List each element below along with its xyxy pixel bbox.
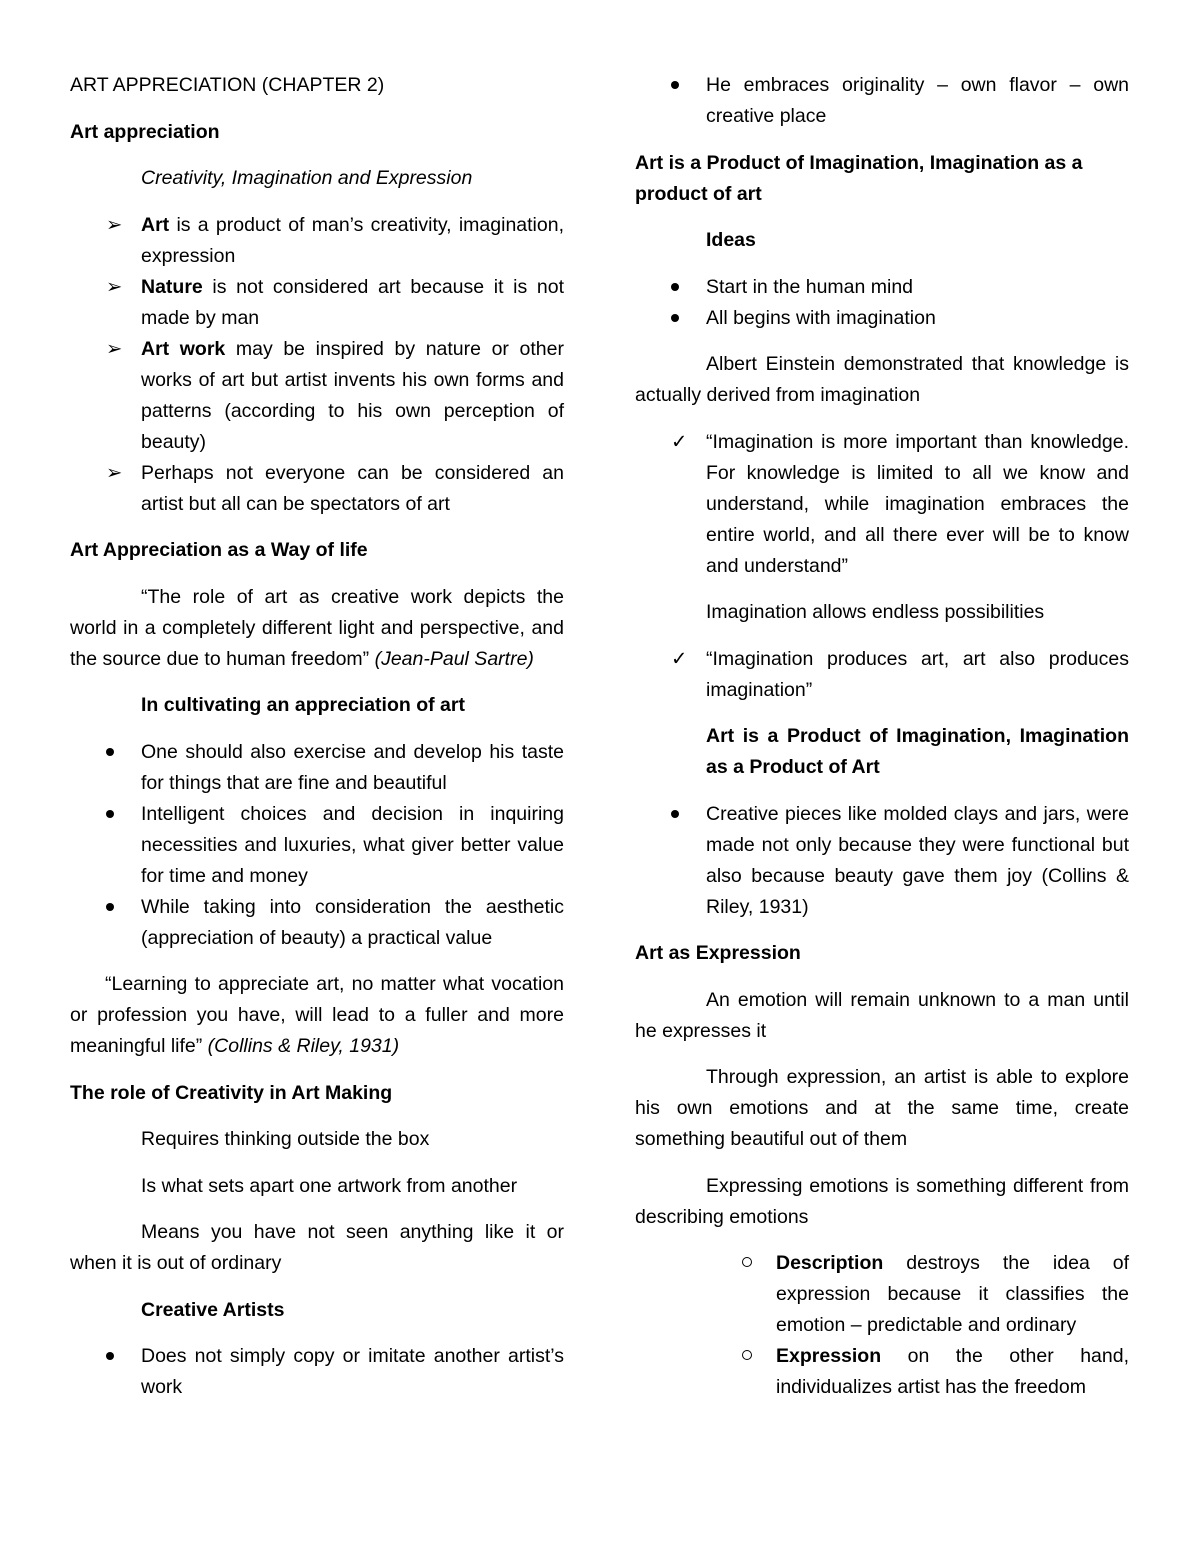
list-item: ✓ “Imagination produces art, art also produces imagination” <box>635 644 1129 706</box>
document-title: ART APPRECIATION (CHAPTER 2) <box>70 74 385 96</box>
list-item: Creative pieces like molded clays and jars, were made not only because they were functional but also because beauty gave them joy (Collins & Riley, 1931) <box>635 799 1129 923</box>
bullet-dot-icon <box>106 892 114 923</box>
list-item: ➢ Art work may be inspired by nature or other works of art but artist invents his own forms and patterns (according to his own perception of beauty) <box>70 334 564 458</box>
arrow-bullet-icon: ➢ <box>106 213 123 236</box>
list-item: One should also exercise and develop his taste for things that are fine and beautiful <box>70 737 564 799</box>
section-heading-art-appreciation: Art appreciation <box>70 120 220 143</box>
list-item: ➢ Nature is not considered art because it is not made by man <box>70 272 564 334</box>
list-item: All begins with imagination <box>635 303 1129 334</box>
list-item: Description destroys the idea of expression because it classifies the emotion – predictable and ordinary <box>635 1248 1129 1341</box>
collins-citation: (Collins & Riley, 1931) <box>207 1035 400 1057</box>
left-column <box>70 70 564 1419</box>
hollow-bullet-icon <box>742 1248 752 1279</box>
originality-list <box>635 70 1129 132</box>
sartre-quote: “The role of art as creative work depicts the world in a completely different light and perspective, and the source due to human freedom” (Jean-Paul Sartre) <box>70 585 564 670</box>
creativity-line: Means you have not seen anything like it or when it is out of ordinary <box>70 1221 564 1274</box>
sub-heading-product-of-imagination: Art is a Product of Imagination, Imagination as a Product of Art <box>706 725 1129 778</box>
endless-possibilities-line: Imagination allows endless possibilities <box>706 601 1045 623</box>
ideas-list <box>635 272 1129 334</box>
expression-paragraph: An emotion will remain unknown to a man until he expresses it <box>635 988 1129 1042</box>
hollow-bullet-icon <box>742 1341 752 1372</box>
list-item: While taking into consideration the aesthetic (appreciation of beauty) a practical value <box>70 892 564 954</box>
creative-pieces-list <box>635 799 1129 923</box>
checkmark-icon: ✓ <box>671 647 688 670</box>
bullet-dot-icon <box>106 1341 114 1372</box>
arrow-bullet-icon: ➢ <box>106 337 123 360</box>
expression-paragraph: Expressing emotions is something different from describing emotions <box>635 1174 1129 1228</box>
list-item: Intelligent choices and decision in inquiring necessities and luxuries, what giver better value for time and money <box>70 799 564 892</box>
cultivating-list <box>70 737 564 954</box>
right-column <box>635 70 1129 1419</box>
section-heading-creativity: The role of Creativity in Art Making <box>70 1081 393 1104</box>
expression-sub-list <box>635 1248 1129 1403</box>
list-item: ➢ Art is a product of man’s creativity, imagination, expression <box>70 210 564 272</box>
section-heading-product-of-imagination: Art is a Product of Imagination, Imagination as a product of art <box>635 151 1083 205</box>
list-item: Expression on the other hand, individualizes artist has the freedom <box>635 1341 1129 1403</box>
subtitle-creativity-imagination-expression: Creativity, Imagination and Expression <box>141 167 473 189</box>
einstein-paragraph: Albert Einstein demonstrated that knowledge is actually derived from imagination <box>635 353 1129 406</box>
produces-quote-list <box>635 644 1129 706</box>
art-definition-list <box>70 210 564 520</box>
bullet-dot-icon <box>671 303 679 334</box>
bullet-dot-icon <box>671 272 679 303</box>
sartre-citation: (Jean-Paul Sartre) <box>374 647 534 670</box>
list-item: Does not simply copy or imitate another artist’s work <box>70 1341 564 1403</box>
bullet-dot-icon <box>106 737 114 768</box>
list-item: Start in the human mind <box>635 272 1129 303</box>
creative-artists-list <box>70 1341 564 1403</box>
creativity-line: Requires thinking outside the box <box>141 1128 430 1150</box>
einstein-quote-list <box>635 427 1129 582</box>
section-heading-art-as-expression: Art as Expression <box>635 942 801 964</box>
arrow-bullet-icon: ➢ <box>106 275 123 298</box>
list-item: ➢ Perhaps not everyone can be considered an artist but all can be spectators of art <box>70 458 564 520</box>
checkmark-icon: ✓ <box>671 430 688 453</box>
bullet-dot-icon <box>106 799 114 830</box>
list-item: He embraces originality – own flavor – own creative place <box>635 70 1129 132</box>
list-item: ✓ “Imagination is more important than knowledge. For knowledge is limited to all we know and understand, while imagination embraces the entire world, and all there ever will be to know and understand” <box>635 427 1129 582</box>
collins-quote: “Learning to appreciate art, no matter what vocation or profession you have, will lead to a fuller and more meaningful life” (Collins & Riley, 1931) <box>70 973 564 1057</box>
cultivating-heading: In cultivating an appreciation of art <box>141 694 465 716</box>
arrow-bullet-icon: ➢ <box>106 461 123 484</box>
bullet-dot-icon <box>671 799 679 830</box>
creative-artists-heading: Creative Artists <box>141 1298 285 1321</box>
expression-paragraph: Through expression, an artist is able to explore his own emotions and at the same time, create something beautiful out of them <box>635 1066 1129 1150</box>
section-heading-way-of-life: Art Appreciation as a Way of life <box>70 539 368 561</box>
creativity-line: Is what sets apart one artwork from another <box>141 1174 518 1197</box>
ideas-heading: Ideas <box>706 229 756 251</box>
bullet-dot-icon <box>671 70 679 101</box>
